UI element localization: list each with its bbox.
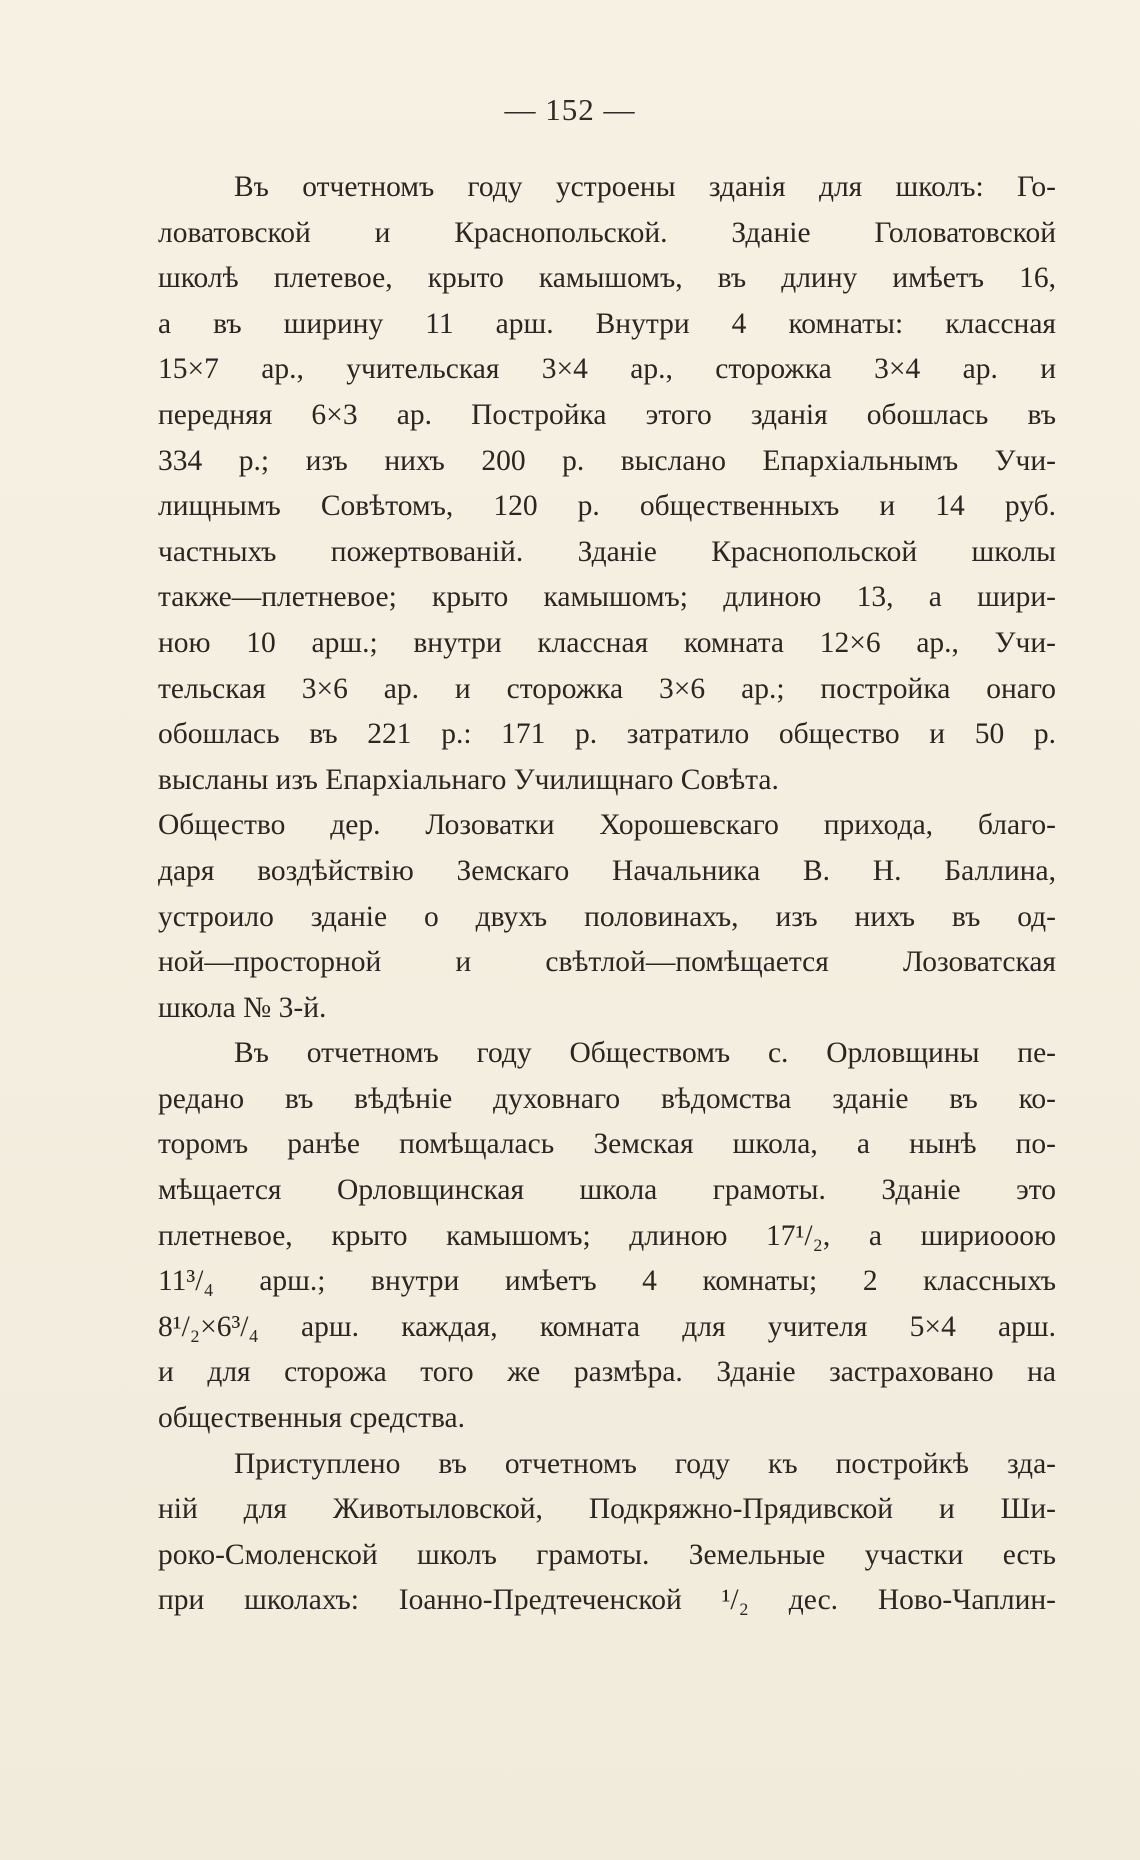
text-line: даря воздѣйствію Земскаго Начальника В. Н. Баллина, bbox=[158, 854, 1056, 887]
paragraph bbox=[158, 1442, 1056, 1624]
text-line: Въ отчетномъ году устроены зданія для школъ: Го- bbox=[234, 171, 1056, 203]
text-line: тельская 3×6 ар. и сторожка 3×6 ар.; постройка онаго bbox=[158, 672, 1056, 705]
text-line: устроило зданіе о двухъ половинахъ, изъ нихъ въ од- bbox=[158, 900, 1056, 933]
text-line: и для сторожа того же размѣра. Зданіе застраховано на bbox=[158, 1356, 1056, 1389]
text-line: 8¹/₂×6³/₄ арш. каждая, комната для учителя 5×4 арш. bbox=[158, 1310, 1056, 1343]
text-line: роко-Смоленской школъ грамоты. Земельные участки есть bbox=[158, 1538, 1056, 1571]
text-line: Приступлено въ отчетномъ году къ постройкѣ зда- bbox=[234, 1447, 1056, 1480]
text-line: 334 р.; изъ нихъ 200 р. выслано Епархіальнымъ Учи- bbox=[158, 444, 1056, 477]
text-line: школа № 3-й. bbox=[158, 991, 327, 1024]
text-line: 11³/₄ арш.; внутри имѣетъ 4 комнаты; 2 классныхъ bbox=[158, 1265, 1056, 1298]
text-line: мѣщается Орловщинская школа грамоты. Зданіе это bbox=[158, 1174, 1056, 1207]
text-line: частныхъ пожертвованій. Зданіе Краснопольской школы bbox=[158, 535, 1056, 568]
text-line: 15×7 ар., учительская 3×4 ар., сторожка 3×4 ар. и bbox=[158, 353, 1056, 386]
text-line: ній для Животыловской, Подкряжно-Прядивской и Ши- bbox=[158, 1493, 1056, 1526]
text-line: при школахъ: Іоанно-Предтеченской ¹/₂ дес. Ново-Чаплин- bbox=[158, 1584, 1056, 1617]
paragraph bbox=[158, 803, 1056, 1031]
text-line: торомъ ранѣе помѣщалась Земская школа, а нынѣ по- bbox=[158, 1128, 1056, 1161]
paragraph bbox=[158, 1031, 1056, 1441]
text-line: передняя 6×3 ар. Постройка этого зданія обошлась въ bbox=[158, 398, 1056, 431]
text-line: лищнымъ Совѣтомъ, 120 р. общественныхъ и 14 руб. bbox=[158, 490, 1056, 523]
paragraph bbox=[158, 165, 1056, 803]
text-line: а въ ширину 11 арш. Внутри 4 комнаты: классная bbox=[158, 307, 1056, 340]
body-text bbox=[158, 165, 1056, 1624]
text-line: ной—просторной и свѣтлой—помѣщается Лозоватская bbox=[158, 946, 1056, 979]
text-line: обошлась въ 221 р.: 171 р. затратило общество и 50 р. bbox=[158, 718, 1056, 751]
text-line: редано въ вѣдѣніе духовнаго вѣдомства зданіе въ ко- bbox=[158, 1082, 1056, 1115]
text-line: ною 10 арш.; внутри классная комната 12×6 ар., Учи- bbox=[158, 626, 1056, 659]
text-line: школѣ плетевое, крыто камышомъ, въ длину имѣетъ 16, bbox=[158, 262, 1056, 295]
text-line: ловатовской и Краснопольской. Зданіе Головатовской bbox=[158, 216, 1056, 249]
page-number: — 152 — bbox=[504, 92, 636, 127]
text-line: плетневое, крыто камышомъ; длиною 17¹/₂, а шириооою bbox=[158, 1219, 1056, 1252]
text-line: Въ отчетномъ году Обществомъ с. Орловщины пе- bbox=[234, 1037, 1056, 1070]
text-line: Общество дер. Лозоватки Хорошевскаго прихода, благо- bbox=[158, 809, 1056, 842]
text-line: высланы изъ Епархіальнаго Училищнаго Совѣта. bbox=[158, 763, 779, 796]
text-line: также—плетневое; крыто камышомъ; длиною 13, а шири- bbox=[158, 581, 1056, 614]
text-line: общественныя средства. bbox=[158, 1402, 466, 1435]
